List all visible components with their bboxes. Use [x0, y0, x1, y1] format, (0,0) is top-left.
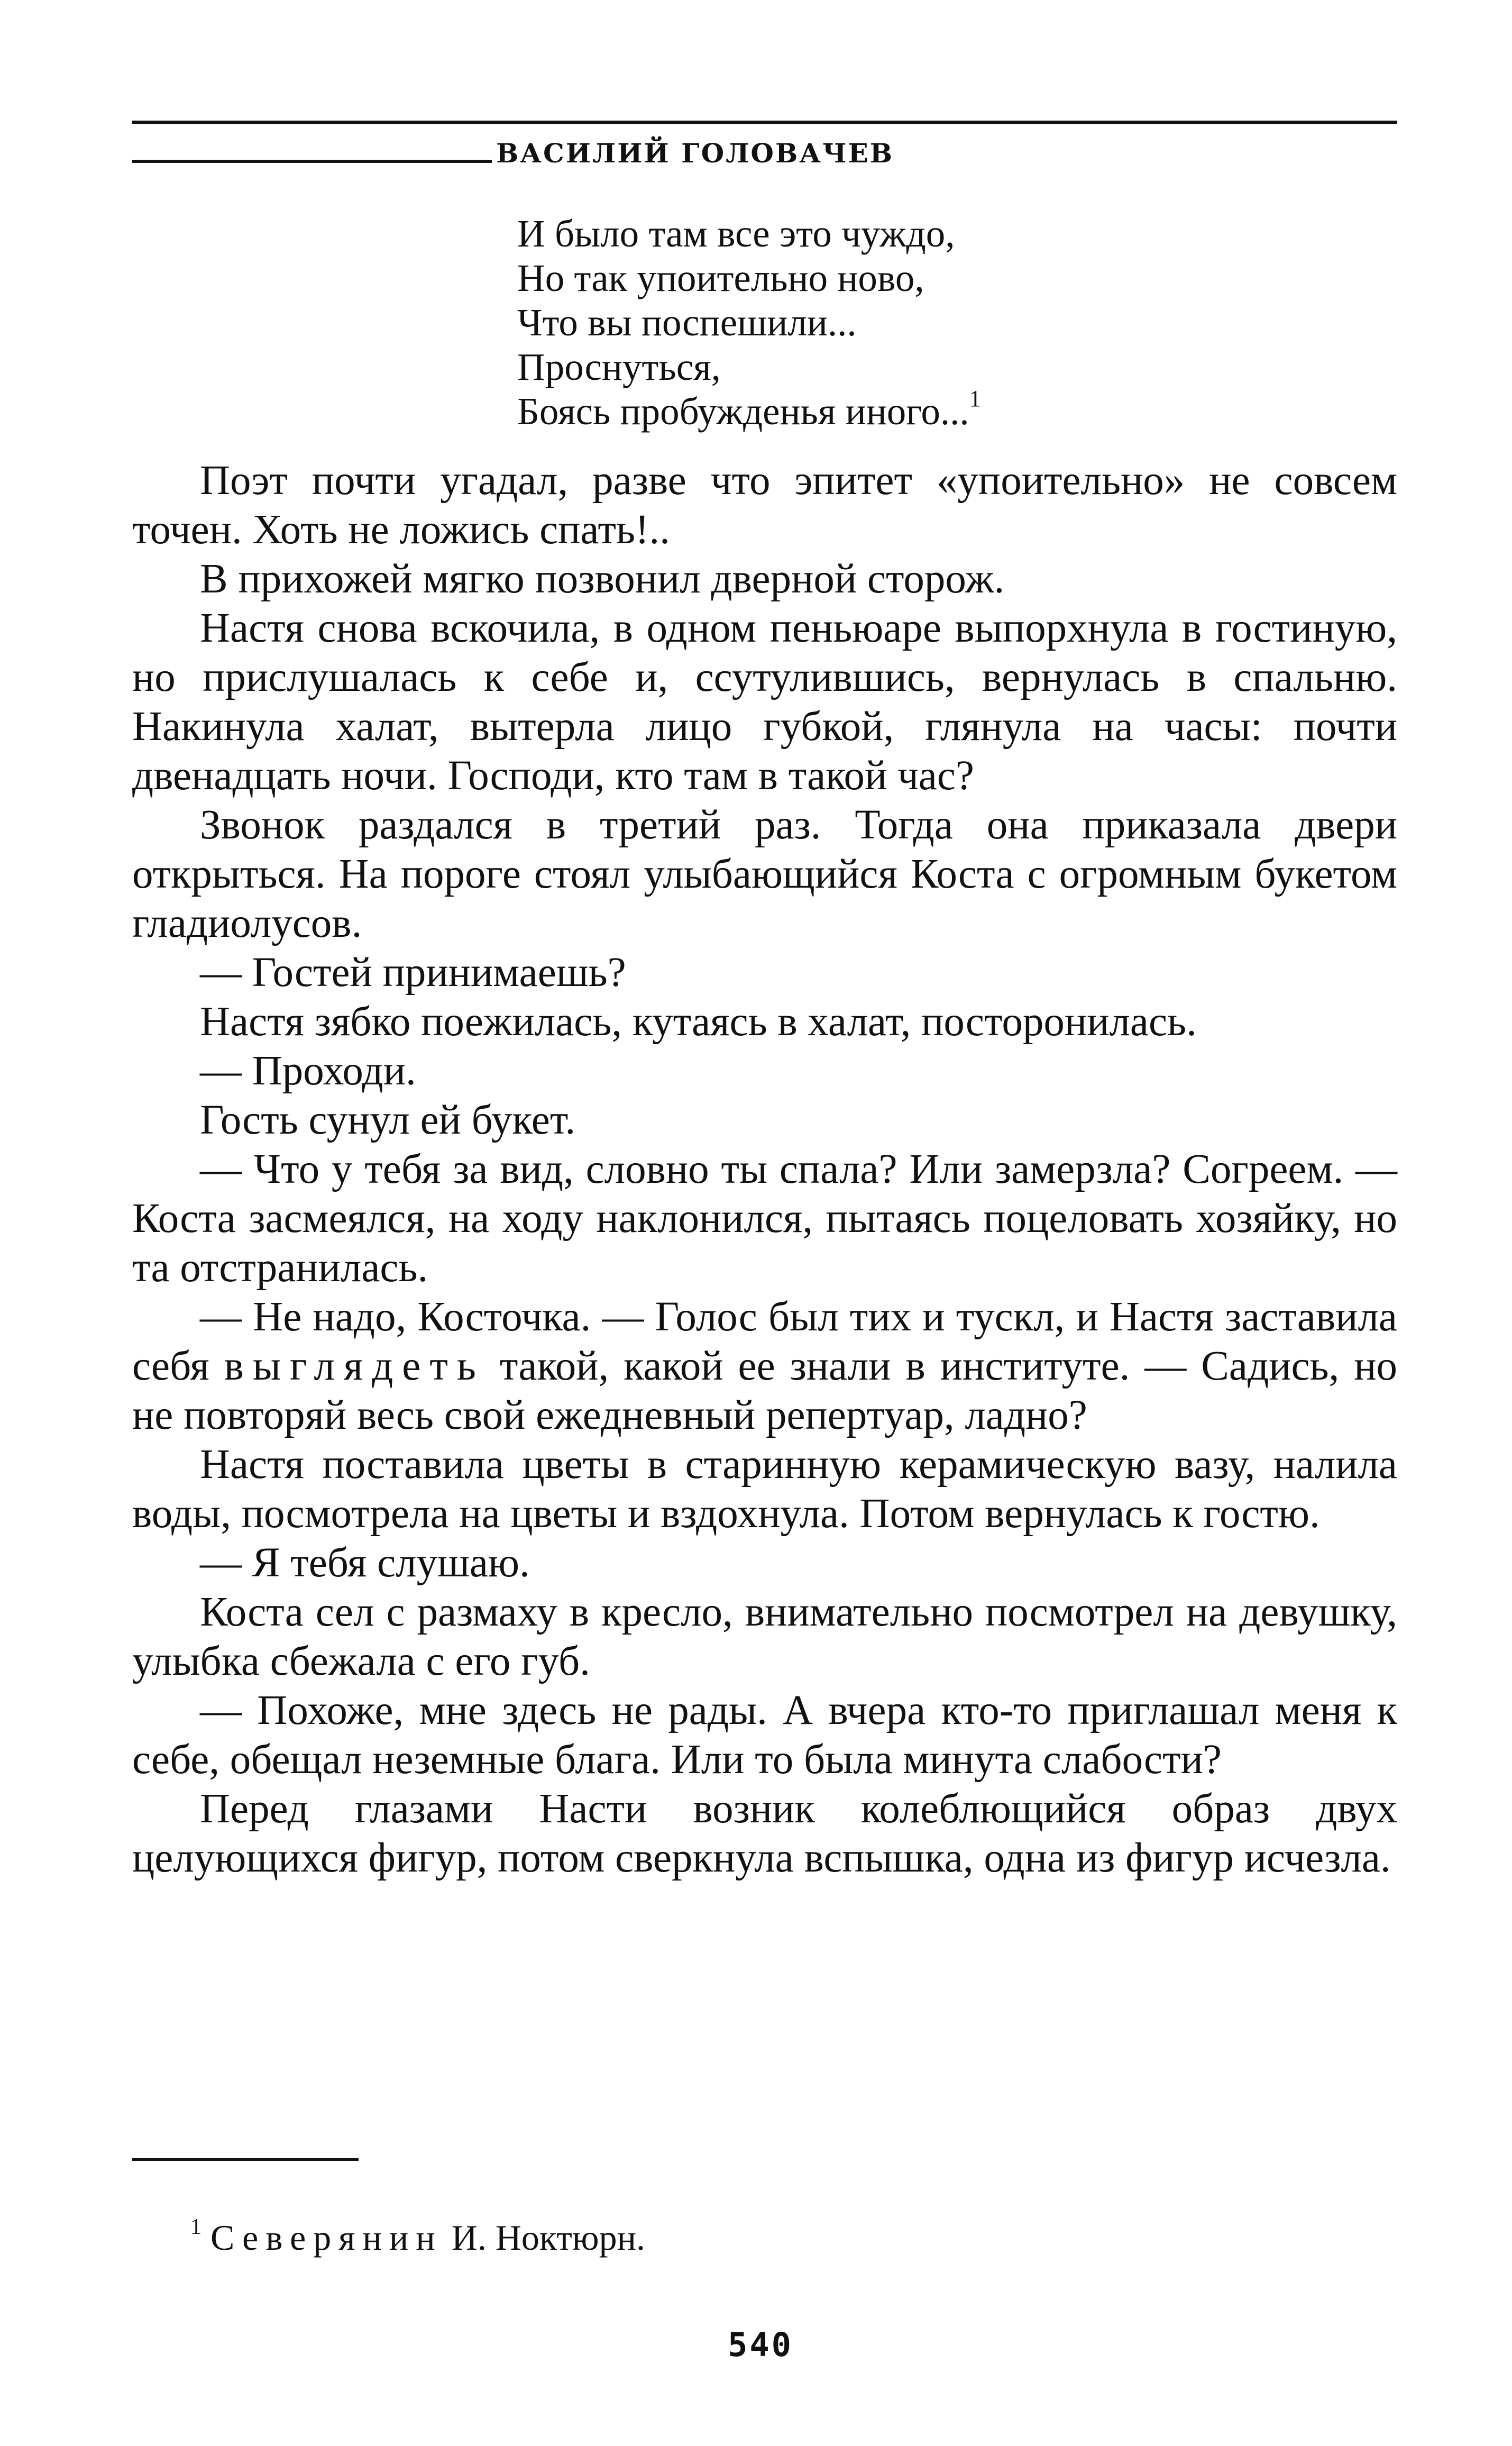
footnote-author: Северянин — [210, 2217, 443, 2258]
text-run: такой, какой ее знали в институте. — Садись, но не повторяй весь свой ежедневный репертуар, ладно? — [132, 1343, 1397, 1438]
paragraph: Поэт почти угадал, разве что эпитет «упоительно» не совсем точен. Хоть не ложись спать!.. — [132, 458, 1397, 553]
body-text — [132, 456, 1397, 1883]
text-run: — Не надо, Косточка. — Голос был тих и тускл, и Настя заставила себя — [132, 1294, 1397, 1389]
paragraph: Настя зябко поежилась, кутаясь в халат, посторонилась. — [200, 999, 1197, 1045]
spaced-emphasis: выглядеть — [224, 1343, 485, 1389]
paragraph: Коста сел с размаху в кресло, внимательно посмотрел на девушку, улыбка сбежала с его губ. — [132, 1589, 1397, 1684]
poem-line-text: Боясь пробужденья иного... — [517, 390, 969, 433]
page-number: 540 — [728, 2325, 793, 2364]
poem-line: Но так упоительно ново, — [517, 257, 924, 299]
poem-line: И было там все это чуждо, — [517, 212, 955, 255]
paragraph: Звонок раздался в третий раз. Тогда она приказала двери открыться. На пороге стоял улыбающийся Коста с огромным букетом гладиолусов. — [132, 802, 1397, 946]
dialogue-line: — Что у тебя за вид, словно ты спала? Или замерзла? Согреем. — Коста засмеялся, на ходу наклонился, пытаясь поцеловать хозяйку, но та отстранилась. — [132, 1146, 1397, 1291]
dialogue-line: — Проходи. — [200, 1048, 416, 1094]
running-head: ВАСИЛИЙ ГОЛОВАЧЕВ — [496, 138, 894, 169]
paragraph: Гость сунул ей букет. — [200, 1097, 576, 1143]
paragraph: Перед глазами Насти возник колеблющийся образ двух целующихся фигур, потом сверкнула вспышка, одна из фигур исчезла. — [132, 1786, 1397, 1881]
poem-line: Что вы поспешили... — [517, 301, 857, 344]
header-underline-rule — [132, 160, 492, 163]
header-top-rule — [132, 121, 1397, 124]
dialogue-line: — Я тебя слушаю. — [200, 1540, 530, 1586]
footnote — [190, 2216, 645, 2259]
paragraph: В прихожей мягко позвонил дверной сторож. — [200, 556, 1005, 602]
epigraph-poem — [517, 212, 981, 434]
paragraph: Настя снова вскочила, в одном пеньюаре выпорхнула в гостиную, но прислушалась к себе и, ссутулившись, вернулась в спальню. Накинула халат, вытерла лицо губкой, глянула на часы: почти двенадцать ночи. Господи, кто там в такой час? — [132, 605, 1397, 799]
dialogue-line: — Гостей принимаешь? — [200, 950, 626, 996]
poem-line: Проснуться, — [517, 345, 721, 388]
dialogue-line — [132, 1292, 1397, 1440]
footnote-marker: 1 — [190, 2215, 201, 2239]
footnote-text: И. Ноктюрн. — [442, 2217, 645, 2258]
paragraph: Настя поставила цветы в старинную керамическую вазу, налила воды, посмотрела на цветы и вздохнула. Потом вернулась к гостю. — [132, 1441, 1397, 1537]
footnote-rule — [132, 2158, 359, 2161]
dialogue-line: — Похоже, мне здесь не рады. А вчера кто-то приглашал меня к себе, обещал неземные блага. Или то была минута слабости? — [132, 1687, 1397, 1783]
poem-line-last — [517, 386, 981, 434]
footnote-reference: 1 — [969, 386, 981, 412]
